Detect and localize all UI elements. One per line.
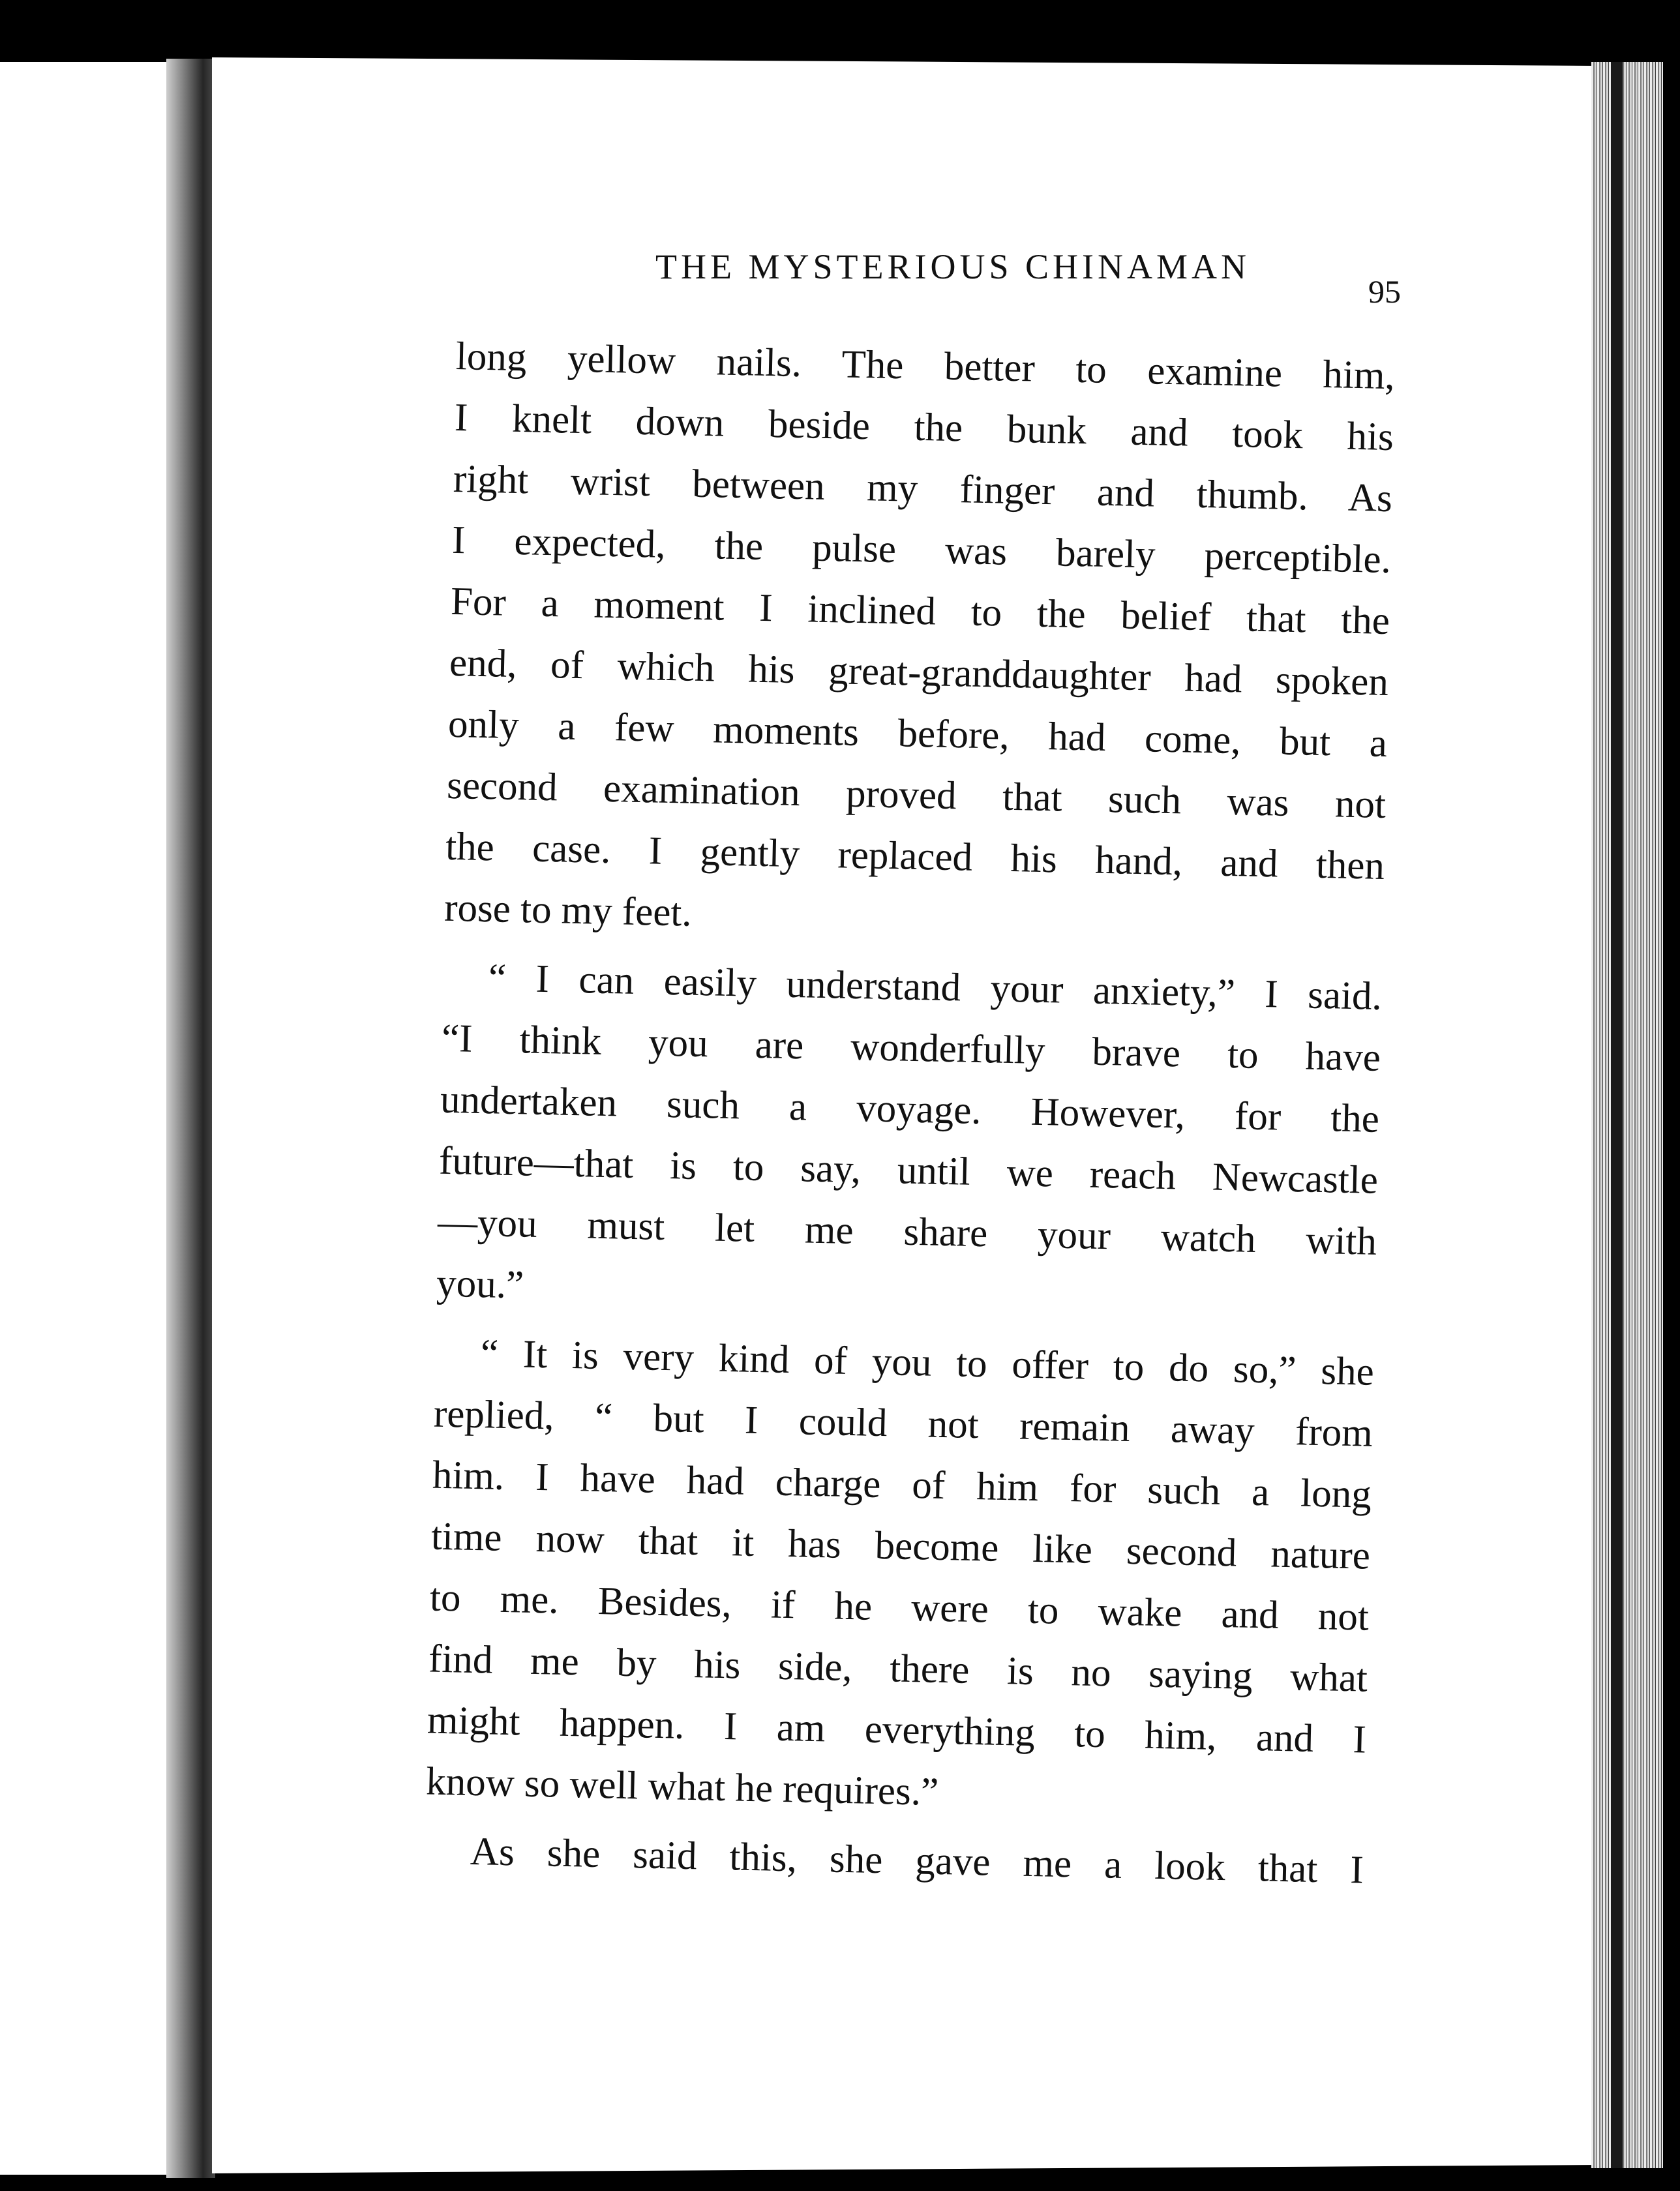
text-line: “ I can easily understand your anxiety,” I said. [488,956,1383,1019]
text-line: know so well what he requires.” [425,1759,939,1814]
text-line: I expected, the pulse was barely perceptible. [451,518,1392,582]
text-line: him. I have had charge of him for such a long [432,1453,1372,1517]
text-line: end, of which his great-granddaughter had spoken [449,640,1389,705]
text-line: right wrist between my finger and thumb. As [453,456,1393,521]
paragraph [436,947,1382,1334]
text-line: For a moment I inclined to the belief that the [450,579,1390,644]
text-line: —you must let me share your watch with [437,1200,1377,1264]
running-title: THE MYSTERIOUS CHINAMAN [655,247,1251,286]
facing-page-edge [0,62,170,2175]
text-line: As she said this, she gave me a look that I [470,1829,1364,1892]
text-line: only a few moments before, had come, but a [447,702,1388,766]
text-line: undertaken such a voyage. However, for the [440,1077,1380,1141]
text-line: replied, “ but I could not remain away from [433,1392,1373,1455]
text-line: the case. I gently replaced his hand, and then [445,824,1385,888]
text-line: find me by his side, there is no saying what [428,1637,1368,1701]
text-line: you.” [436,1261,524,1307]
text-line: to me. Besides, if he were to wake and not [429,1575,1370,1639]
text-line: long yellow nails. The better to examine him, [455,334,1396,398]
text-line: future—that is to say, until we reach Newcastle [438,1139,1379,1202]
text-line: rose to my feet. [443,886,693,935]
text-line: “ It is very kind of you to offer to do so,” she [480,1332,1375,1394]
page-edges [1591,62,1663,2168]
paragraph [443,326,1395,959]
paragraph [425,1322,1374,1832]
book-gutter [166,59,215,2178]
page-edges-shadow [1611,62,1623,2168]
text-line: might happen. I am everything to him, and I [427,1698,1367,1762]
text-line: second examination proved that such was not [446,763,1387,827]
page-number: 95 [1368,273,1401,310]
body-text [424,326,1396,1901]
text-line: “I think you are wonderfully brave to have [441,1016,1381,1080]
text-line: I knelt down beside the bunk and took his [454,395,1394,460]
text-line: time now that it has become like second nature [430,1514,1371,1578]
